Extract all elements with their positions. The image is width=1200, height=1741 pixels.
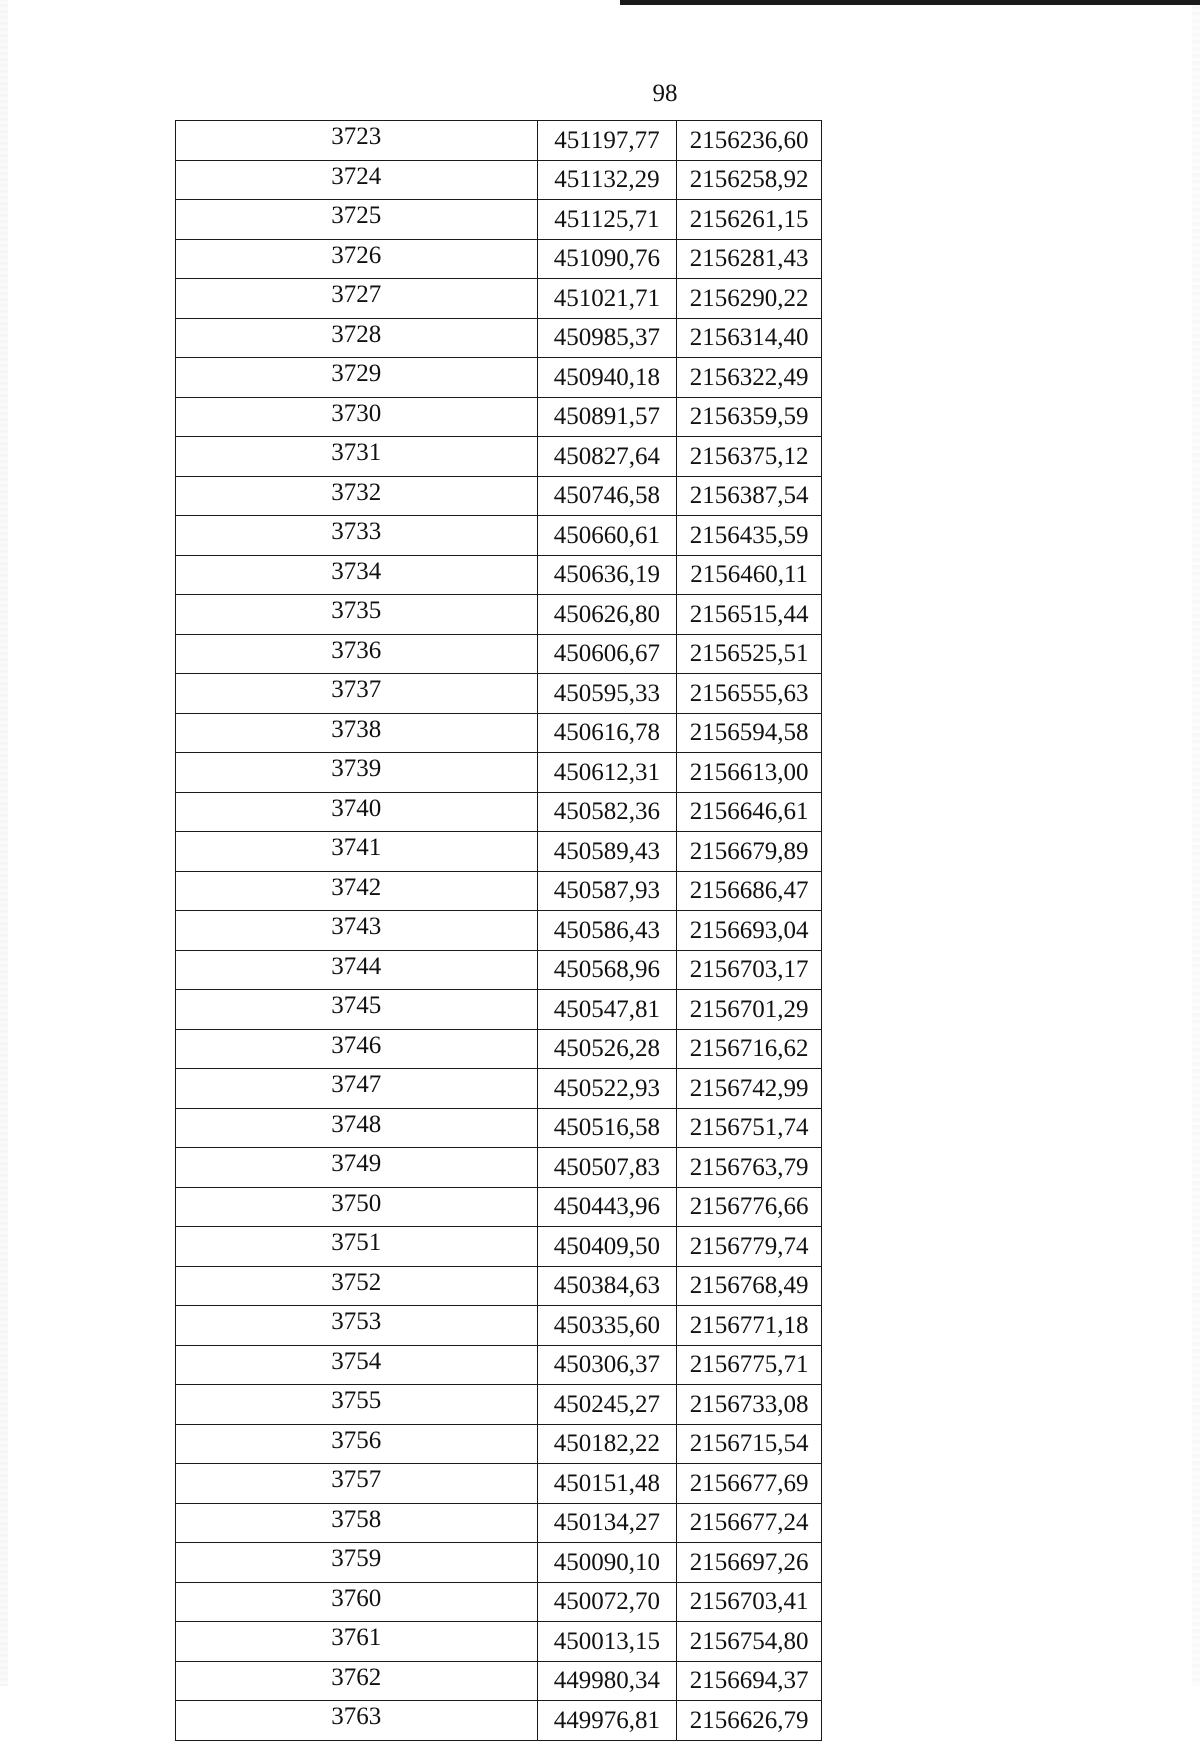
y-coordinate-cell: 2156281,43 — [677, 239, 822, 279]
table-row — [176, 1187, 822, 1227]
y-coordinate-cell: 2156715,54 — [677, 1424, 822, 1464]
x-coordinate-cell: 450606,67 — [537, 634, 677, 674]
page-number: 98 — [652, 80, 678, 107]
point-number-cell: 3749 — [176, 1148, 538, 1188]
x-coordinate-cell: 450547,81 — [537, 990, 677, 1030]
table-row — [176, 1622, 822, 1662]
point-number-cell: 3733 — [176, 516, 538, 556]
table-row — [176, 911, 822, 951]
table-row — [176, 555, 822, 595]
table-row — [176, 200, 822, 240]
x-coordinate-cell: 450891,57 — [537, 397, 677, 437]
y-coordinate-cell: 2156751,74 — [677, 1108, 822, 1148]
point-number-cell: 3729 — [176, 358, 538, 398]
coordinates-table-body — [176, 121, 822, 1741]
x-coordinate-cell: 450827,64 — [537, 437, 677, 477]
y-coordinate-cell: 2156375,12 — [677, 437, 822, 477]
point-number-cell: 3744 — [176, 950, 538, 990]
point-number-cell: 3759 — [176, 1543, 538, 1583]
y-coordinate-cell: 2156460,11 — [677, 555, 822, 595]
x-coordinate-cell: 450409,50 — [537, 1227, 677, 1267]
y-coordinate-cell: 2156779,74 — [677, 1227, 822, 1267]
table-row — [176, 1227, 822, 1267]
table-row — [176, 279, 822, 319]
x-coordinate-cell: 450746,58 — [537, 476, 677, 516]
table-row — [176, 1385, 822, 1425]
y-coordinate-cell: 2156693,04 — [677, 911, 822, 951]
point-number-cell: 3755 — [176, 1385, 538, 1425]
table-row — [176, 318, 822, 358]
table-row — [176, 832, 822, 872]
point-number-cell: 3736 — [176, 634, 538, 674]
x-coordinate-cell: 450182,22 — [537, 1424, 677, 1464]
point-number-cell: 3741 — [176, 832, 538, 872]
y-coordinate-cell: 2156716,62 — [677, 1029, 822, 1069]
y-coordinate-cell: 2156626,79 — [677, 1701, 822, 1741]
y-coordinate-cell: 2156703,41 — [677, 1582, 822, 1622]
table-row — [176, 1108, 822, 1148]
y-coordinate-cell: 2156694,37 — [677, 1661, 822, 1701]
y-coordinate-cell: 2156742,99 — [677, 1069, 822, 1109]
point-number-cell: 3724 — [176, 160, 538, 200]
point-number-cell: 3738 — [176, 713, 538, 753]
x-coordinate-cell: 451090,76 — [537, 239, 677, 279]
y-coordinate-cell: 2156314,40 — [677, 318, 822, 358]
y-coordinate-cell: 2156435,59 — [677, 516, 822, 556]
point-number-cell: 3752 — [176, 1266, 538, 1306]
table-row — [176, 1582, 822, 1622]
point-number-cell: 3732 — [176, 476, 538, 516]
table-row — [176, 121, 822, 161]
x-coordinate-cell: 450568,96 — [537, 950, 677, 990]
x-coordinate-cell: 450626,80 — [537, 595, 677, 635]
y-coordinate-cell: 2156776,66 — [677, 1187, 822, 1227]
table-row — [176, 1424, 822, 1464]
x-coordinate-cell: 450595,33 — [537, 674, 677, 714]
x-coordinate-cell: 451125,71 — [537, 200, 677, 240]
y-coordinate-cell: 2156754,80 — [677, 1622, 822, 1662]
scan-right-edge — [1192, 0, 1200, 1686]
table-row — [176, 1661, 822, 1701]
point-number-cell: 3747 — [176, 1069, 538, 1109]
point-number-cell: 3728 — [176, 318, 538, 358]
point-number-cell: 3753 — [176, 1306, 538, 1346]
top-rule — [620, 0, 1200, 5]
point-number-cell: 3727 — [176, 279, 538, 319]
point-number-cell: 3735 — [176, 595, 538, 635]
point-number-cell: 3734 — [176, 555, 538, 595]
table-row — [176, 437, 822, 477]
y-coordinate-cell: 2156258,92 — [677, 160, 822, 200]
table-row — [176, 1464, 822, 1504]
table-row — [176, 674, 822, 714]
point-number-cell: 3763 — [176, 1701, 538, 1741]
point-number-cell: 3762 — [176, 1661, 538, 1701]
point-number-cell: 3739 — [176, 753, 538, 793]
table-row — [176, 713, 822, 753]
y-coordinate-cell: 2156515,44 — [677, 595, 822, 635]
x-coordinate-cell: 451197,77 — [537, 121, 677, 161]
x-coordinate-cell: 450940,18 — [537, 358, 677, 398]
table-row — [176, 358, 822, 398]
table-row — [176, 397, 822, 437]
point-number-cell: 3743 — [176, 911, 538, 951]
y-coordinate-cell: 2156387,54 — [677, 476, 822, 516]
y-coordinate-cell: 2156701,29 — [677, 990, 822, 1030]
point-number-cell: 3751 — [176, 1227, 538, 1267]
y-coordinate-cell: 2156771,18 — [677, 1306, 822, 1346]
y-coordinate-cell: 2156733,08 — [677, 1385, 822, 1425]
point-number-cell: 3745 — [176, 990, 538, 1030]
table-row — [176, 516, 822, 556]
table-row — [176, 1345, 822, 1385]
x-coordinate-cell: 450616,78 — [537, 713, 677, 753]
point-number-cell: 3723 — [176, 121, 538, 161]
table-row — [176, 1503, 822, 1543]
y-coordinate-cell: 2156236,60 — [677, 121, 822, 161]
table-row — [176, 1029, 822, 1069]
table-row — [176, 1266, 822, 1306]
point-number-cell: 3725 — [176, 200, 538, 240]
table-row — [176, 595, 822, 635]
x-coordinate-cell: 450306,37 — [537, 1345, 677, 1385]
table-row — [176, 990, 822, 1030]
y-coordinate-cell: 2156290,22 — [677, 279, 822, 319]
y-coordinate-cell: 2156525,51 — [677, 634, 822, 674]
x-coordinate-cell: 451021,71 — [537, 279, 677, 319]
y-coordinate-cell: 2156677,69 — [677, 1464, 822, 1504]
table-row — [176, 1701, 822, 1741]
point-number-cell: 3742 — [176, 871, 538, 911]
y-coordinate-cell: 2156686,47 — [677, 871, 822, 911]
x-coordinate-cell: 450526,28 — [537, 1029, 677, 1069]
y-coordinate-cell: 2156677,24 — [677, 1503, 822, 1543]
y-coordinate-cell: 2156613,00 — [677, 753, 822, 793]
y-coordinate-cell: 2156703,17 — [677, 950, 822, 990]
x-coordinate-cell: 451132,29 — [537, 160, 677, 200]
x-coordinate-cell: 450090,10 — [537, 1543, 677, 1583]
table-row — [176, 476, 822, 516]
x-coordinate-cell: 450134,27 — [537, 1503, 677, 1543]
x-coordinate-cell: 450384,63 — [537, 1266, 677, 1306]
point-number-cell: 3748 — [176, 1108, 538, 1148]
table-row — [176, 1069, 822, 1109]
y-coordinate-cell: 2156555,63 — [677, 674, 822, 714]
table-row — [176, 1306, 822, 1346]
scan-left-edge — [0, 0, 8, 1686]
point-number-cell: 3760 — [176, 1582, 538, 1622]
y-coordinate-cell: 2156775,71 — [677, 1345, 822, 1385]
point-number-cell: 3758 — [176, 1503, 538, 1543]
point-number-cell: 3756 — [176, 1424, 538, 1464]
y-coordinate-cell: 2156261,15 — [677, 200, 822, 240]
x-coordinate-cell: 450072,70 — [537, 1582, 677, 1622]
point-number-cell: 3754 — [176, 1345, 538, 1385]
x-coordinate-cell: 450636,19 — [537, 555, 677, 595]
x-coordinate-cell: 450516,58 — [537, 1108, 677, 1148]
x-coordinate-cell: 450013,15 — [537, 1622, 677, 1662]
x-coordinate-cell: 450985,37 — [537, 318, 677, 358]
point-number-cell: 3750 — [176, 1187, 538, 1227]
x-coordinate-cell: 450587,93 — [537, 871, 677, 911]
x-coordinate-cell: 450589,43 — [537, 832, 677, 872]
point-number-cell: 3737 — [176, 674, 538, 714]
table-row — [176, 160, 822, 200]
x-coordinate-cell: 449976,81 — [537, 1701, 677, 1741]
x-coordinate-cell: 449980,34 — [537, 1661, 677, 1701]
x-coordinate-cell: 450582,36 — [537, 792, 677, 832]
y-coordinate-cell: 2156359,59 — [677, 397, 822, 437]
table-row — [176, 239, 822, 279]
table-row — [176, 634, 822, 674]
y-coordinate-cell: 2156768,49 — [677, 1266, 822, 1306]
y-coordinate-cell: 2156646,61 — [677, 792, 822, 832]
x-coordinate-cell: 450507,83 — [537, 1148, 677, 1188]
table-row — [176, 1148, 822, 1188]
point-number-cell: 3731 — [176, 437, 538, 477]
x-coordinate-cell: 450335,60 — [537, 1306, 677, 1346]
point-number-cell: 3757 — [176, 1464, 538, 1504]
table-row — [176, 792, 822, 832]
y-coordinate-cell: 2156322,49 — [677, 358, 822, 398]
point-number-cell: 3730 — [176, 397, 538, 437]
x-coordinate-cell: 450245,27 — [537, 1385, 677, 1425]
point-number-cell: 3746 — [176, 1029, 538, 1069]
table-row — [176, 753, 822, 793]
point-number-cell: 3740 — [176, 792, 538, 832]
x-coordinate-cell: 450151,48 — [537, 1464, 677, 1504]
y-coordinate-cell: 2156697,26 — [677, 1543, 822, 1583]
table-row — [176, 950, 822, 990]
x-coordinate-cell: 450612,31 — [537, 753, 677, 793]
coordinates-table — [175, 120, 822, 1741]
x-coordinate-cell: 450660,61 — [537, 516, 677, 556]
x-coordinate-cell: 450586,43 — [537, 911, 677, 951]
y-coordinate-cell: 2156679,89 — [677, 832, 822, 872]
x-coordinate-cell: 450443,96 — [537, 1187, 677, 1227]
table-row — [176, 1543, 822, 1583]
x-coordinate-cell: 450522,93 — [537, 1069, 677, 1109]
y-coordinate-cell: 2156594,58 — [677, 713, 822, 753]
point-number-cell: 3726 — [176, 239, 538, 279]
y-coordinate-cell: 2156763,79 — [677, 1148, 822, 1188]
point-number-cell: 3761 — [176, 1622, 538, 1662]
table-row — [176, 871, 822, 911]
